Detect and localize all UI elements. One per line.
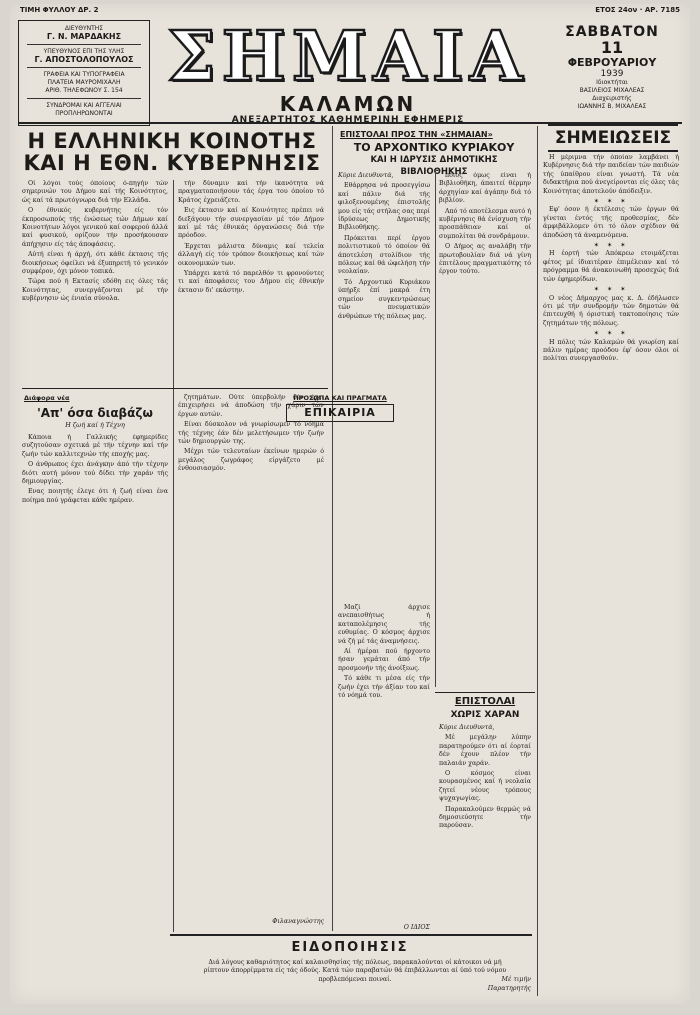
manager-name: ΙΩΑΝΝΗΣ Β. ΜΙΧΑΛΕΑΣ <box>577 103 647 110</box>
issue-year: 1939 <box>600 69 624 79</box>
paragraph: Από τό αποτέλεσμα αυτό ή κυβέρνησις θά ένίσχυση τήν προσπάθειαν καί οί συμπολίται θά συνδράμουν. <box>439 207 531 240</box>
issue-day: ΣΑΒΒΑΤΟΝ <box>565 24 659 40</box>
paragraph: Ενας ποιητής έλεγε ότι ή ζωή είναι ένα ποίημα πού γράφεται κάθε ημέραν. <box>22 488 168 504</box>
offices-label: ΓΡΑΦΕΙΑ ΚΑΙ ΤΥΠΟΓΡΑΦΕΙΑ <box>43 71 125 78</box>
main-headline-line1: Η ΕΛΛΗΝΙΚΗ ΚΟΙΝΟΤΗΣ <box>27 129 317 153</box>
masthead-right-box <box>542 24 682 116</box>
issue-label: ΕΤΟΣ 24ον · ΑΡ. 7185 <box>595 6 680 14</box>
paragraph: Τό Αρχοντικό Κυριάκου ύπήρξε έπί μακρά έτη σημείον συγκεντρώσεως τών πνευματικών άνθρώπων τής πόλεως μας. <box>338 278 430 320</box>
paragraph: Ο άνθρωπος έχει άνάγκην άπό τήν τέχνην διότι αυτή μόνον τού δίδει τήν χαράν τής δημιουργίας. <box>22 461 168 486</box>
paragraph: ποιος όμως είναι ή Βιβλιοθήκη, άπαιτεί θέρμην άρχηγίαν καί άγάπην διά τό βιβλίον. <box>439 172 531 205</box>
masthead-left-box <box>18 20 150 126</box>
subscriptions-label: ΣΥΝΔΡΟΜΑΙ ΚΑΙ ΑΓΓΕΛΙΑΙ <box>46 102 122 109</box>
epikairia-signature: Ο ΙΔΙΟΣ <box>403 924 430 931</box>
misc-col1 <box>22 434 168 994</box>
paragraph: Η έορτή τών Απόκρεω ετοιμάζεται φέτος μέ ίδιαιτέραν έπιμέλειαν καί τό πρόγραμμα θά άνακοινωθή προσεχώς διά τών έφημερίδων. <box>543 250 679 283</box>
paragraph: Πρόκειται περί έργου πολιτιστικού τό όποίον θά άποτελέση στολίδιον τής πόλεως καί θά ώφελήση τήν νεολαίαν. <box>338 234 430 276</box>
issue-date-number: 11 <box>600 38 624 57</box>
main-article-col1 <box>22 180 168 380</box>
editor-label: ΥΠΕΥΘΥΝΟΣ ΕΠΙ ΤΗΣ ΥΛΗΣ <box>43 48 125 55</box>
column-divider <box>435 172 436 687</box>
separator-stars: ✶ ✶ ✶ <box>593 330 629 338</box>
paragraph: Οί λόγοι τούς όποίους ό-πηγήν τών σημερινών του Δήμου καί τής Κοινότητος, ώς καί τά πρωτόγνωρα διά τήν Ελλάδα. <box>22 180 168 204</box>
epikairia-title: ΕΠΙΚΑΙΡΙΑ <box>304 406 376 419</box>
epistolai-text <box>439 724 531 924</box>
newspaper-page <box>10 4 690 1004</box>
editor-name: Γ. ΑΠΟΣΤΟΛΟΠΟΥΛΟΣ <box>34 55 134 64</box>
section-rule <box>170 934 532 936</box>
director-name: Γ. Ν. ΜΑΡΔΑΚΗΣ <box>46 32 122 41</box>
misc-signature: Φιλαναγνώστης <box>272 918 324 925</box>
separator-stars: ✶ ✶ ✶ <box>593 198 629 206</box>
main-headline <box>22 130 322 174</box>
section-rule <box>435 692 535 693</box>
letter-headline-line1: ΤΟ ΑΡΧΟΝΤΙΚΟ ΚΥΡΙΑΚΟΥ <box>353 141 515 154</box>
paragraph: Μέ μεγάλην λύπην παρατηρούμεν ότι αί έορταί δέν έχουν πλέον τήν παλαιάν χαράν. <box>439 734 531 767</box>
epikairia-text <box>338 604 430 904</box>
separator-stars: ✶ ✶ ✶ <box>593 286 629 294</box>
epistolai-salutation: Κύριε Διευθυντά, <box>439 724 495 731</box>
paragraph: Αί ήμέραι πού ήρχοντο ήσαν γεμάται άπό τήν προσμονήν τής άνοίξεως. <box>338 648 430 672</box>
price-label: ΤΙΜΗ ΦΥΛΛΟΥ ΔΡ. 2 <box>20 6 99 14</box>
section-rule <box>22 388 328 389</box>
paragraph: Μέχρι τών τελευταίων έκείνων ημερών ό μεγάλος ζωγράφος είργάζετο μέ ένθουσιασμόν. <box>178 448 324 473</box>
epistolai-subtitle: ΧΩΡΙΣ ΧΑΡΑΝ <box>450 710 520 720</box>
paragraph: Αύτή είναι ή άρχή, ότι κάθε έκτασις τής διοικήσεως όφείλει νά έξυπηρετή τό γενικόν συμφέρον, όχι μόνον τοπικά. <box>22 251 168 276</box>
owner-name: ΒΑΣΙΛΕΙΟΣ ΜΙΧΑΛΕΑΣ <box>579 87 645 94</box>
paragraph: Κάποια ή Γαλλικής έφημερίδες συζητούσαν σχετικά μέ τήν τέχνην καί τήν ζωήν τών καλλιτεχνών τής εποχής μας. <box>22 434 168 458</box>
epistolai-title: ΕΠΙΣΤΟΛΑΙ <box>454 696 516 707</box>
paragraph: Είναι δύσκολον νά γνωρίσωμεν τό νόημα τής τέχνης έάν δέν μελετήσωμεν τήν ζωήν τών δημιουργών της. <box>178 421 324 446</box>
misc-col2 <box>178 394 324 914</box>
paragraph: Τώρα πού ή Εκτασίς εδόθη εις όλες τάς Κοινότητας, συνεργάζονται μέ τήν κυβέρνησιν ώς ένιαία σύνολα. <box>22 278 168 303</box>
phone-number: ΑΡΙΘ. ΤΗΛΕΦΩΝΟΥ Σ. 154 <box>45 87 123 94</box>
paragraph: Η μέριμνα τήν όποίαν λαμβάνει ή Κυβέρνησις διά τήν παιδείαν τών παιδιών τής ύπαίθρου είναι γνωστή. Τά νέα διδακτήρια πού άνεγείρονται είς όλες τάς Κοινότητας άποτελούν άπόδειξιν. <box>543 154 679 195</box>
paragraph: Ο Δήμος ας αναλάβη τήν πρωτοβουλίαν διά νά γίνη έπιτέλους πραγματικότης τό έργον τούτο. <box>439 243 531 276</box>
letter-col1 <box>338 172 430 592</box>
separator-stars: ✶ ✶ ✶ <box>593 242 629 250</box>
epikairia-label: ΠΡΟΣΩΠΑ ΚΑΙ ΠΡΑΓΜΑΤΑ <box>293 394 387 402</box>
notes-title: ΣΗΜΕΙΩΣΕΙΣ <box>548 124 678 152</box>
misc-title: 'Απ' όσα διαβάζω <box>37 406 153 420</box>
paragraph: Ο έθνικός κυβερνήτης είς τόν έκπροσωπούς τής ένώσεως τών Δήμων καί Κοινοτήτων λόγοι γενικού καί σοφερού άλλά καί φυσικού, ορίζουν τήν προσήκουσαν άπήχησιν είς τάς άποφάσεις. <box>22 207 168 248</box>
issue-month: ΦΕΒΡΟΥΑΡΙΟΥ <box>567 56 657 69</box>
paragraph: Εφ' όσον ή έκτέλεσις τών έργων θά γίνεται έντός τής προθεσμίας, δέν άμφιβάλλομεν ότι τό όλον σχέδιον θά άποδώση τά άναμενόμενα. <box>543 206 679 239</box>
letter-headline-line2: ΚΑΙ Η ΙΔΡΥΣΙΣ ΔΗΜΟΤΙΚΗΣ ΒΙΒΛΙΟΘΗΚΗΣ <box>370 155 498 177</box>
main-article-col2 <box>178 180 324 380</box>
notes-column <box>543 154 679 999</box>
paragraph: Εις έκτασιν καί αί Κοινότητες πρέπει νά διεξάγουν τήν συνεργασίαν μέ τόν Δήμον καί μέ τάς έθνικάς όργανώσεις διά τήν πρόοδον. <box>178 207 324 240</box>
paragraph: Η πόλις τών Καλαμών θά γνωρίση καί πάλιν ημέρας προόδου έφ' όσον όλοι οί πολίται συνεργασθούν. <box>543 338 679 363</box>
notices-title: ΕΙΔΟΠΟΙΗΣΙΣ <box>291 940 409 955</box>
paragraph: ζητημάτων. Ούτε ύπερβολήν δέν έχει έπιχειρήσει νά άποδώση τήν χάριν τών έργων αυτών. <box>178 394 324 418</box>
paragraph: Ο κόσμος είναι κουρασμένος καί ή νεολαία ζητεί νέους τρόπους ψυχαγωγίας. <box>439 770 531 803</box>
paragraph: Παρακαλούμεν θερμώς νά δημοσιεύσητε τήν παρούσαν. <box>439 805 531 830</box>
newspaper-subtitle: ΚΑΛΑΜΩΝ <box>279 92 417 116</box>
column-divider <box>537 126 538 996</box>
director-label: ΔΙΕΥΘΥΝΤΗΣ <box>64 25 104 32</box>
epistolai-signature: Μέ τιμήν <box>501 976 531 983</box>
paragraph: Έρχεται μάλιστα δύναμις καί τελεία άλλαγή είς τόν τρόπον διοικήσεως καί τών οικονομικών των. <box>178 242 324 267</box>
letter-salutation: Κύριε Διευθυντά, <box>338 172 394 179</box>
letters-label: ΕΠΙΣΤΟΛΑΙ ΠΡΟΣ ΤΗΝ «ΣΗΜΑΙΑΝ» <box>340 130 493 139</box>
paragraph: Ο νέος Δήμαρχος μας κ. Δ. έδήλωσεν ότι μέ τήν συνδρομήν τών δημοτών θά έπιτευχθή ή όριστική τακτοποίησις τών ζητημάτων τής πόλεως. <box>543 294 679 327</box>
newspaper-tagline: ΑΝΕΞΑΡΤΗΤΟΣ ΚΑΘΗΜΕΡΙΝΗ ΕΦΗΜΕΡΙΣ <box>231 115 465 125</box>
paragraph: Εθάρρησα νά προσεγγίσω καί πάλιν διά τής φιλοξενουμένης έπιστολής μου είς τάς στήλας σας περί ίδρύσεως Δημοτικής Βιβλιοθήκης. <box>338 182 430 232</box>
paragraph: Τό κάθε τι μέσα είς τήν ζωήν έχει τήν άξίαν του καί τό νόημά του. <box>338 675 430 700</box>
newspaper-title: ΣΗΜΑΙΑ <box>167 17 529 97</box>
epistolai-signature-name: Παρατηρητής <box>487 985 531 992</box>
notices-text: Διά λόγους καθαριότητος καί καλαισθησίας τής πόλεως, παρακαλούνται οί κάτοικοι νά μή ρίπτουν άπορρίμματα είς τάς όδούς. Κατά τών παραβατών θά έπιβάλλωνται αί ύπό τού νόμου προβλεπόμεναι ποιναί. <box>203 959 507 983</box>
column-divider <box>332 126 333 931</box>
paragraph: Υπάρχει κατά τό παρελθόν τι φρονούντες τι καί άποφάσεις του Δήμου είς έθνικήν έκτασιν δι' εκάστην. <box>178 270 324 294</box>
main-headline-line2: ΚΑΙ Η ΕΘΝ. ΚΥΒΕΡΝΗΣΙΣ <box>23 151 321 175</box>
paragraph: τήν δύναμιν καί τήν ίκανότητα νά πραγματοποιήσουν τάς έργα του όποίου τό Κράτος έχρειάζετο. <box>178 180 324 204</box>
misc-label: Διάφορα νέα <box>24 394 70 402</box>
epikairia-box <box>286 404 394 422</box>
prepaid-label: ΠΡΟΠΛΗΡΩΝΟΝΤΑΙ <box>55 110 113 117</box>
misc-subtitle: Η ζωή καί ή Τέχνη <box>65 422 125 429</box>
column-divider <box>173 392 174 932</box>
paragraph: Μαζί άρχισε ανεπαισθήτως ή καταπολέμησις τής ευθυμίας. Ο κόσμος άρχισε νά ζή μέ τάς άναμνήσεις. <box>338 604 430 645</box>
owners-label: Ιδιοκτήται <box>596 79 628 86</box>
manager-label: Διαχειριστής <box>592 95 632 102</box>
letter-col2 <box>439 172 531 592</box>
offices-address: ΠΛΑΤΕΙΑ ΜΑΥΡΟΜΙΧΑΛΗ <box>47 79 121 86</box>
masthead <box>18 17 682 128</box>
